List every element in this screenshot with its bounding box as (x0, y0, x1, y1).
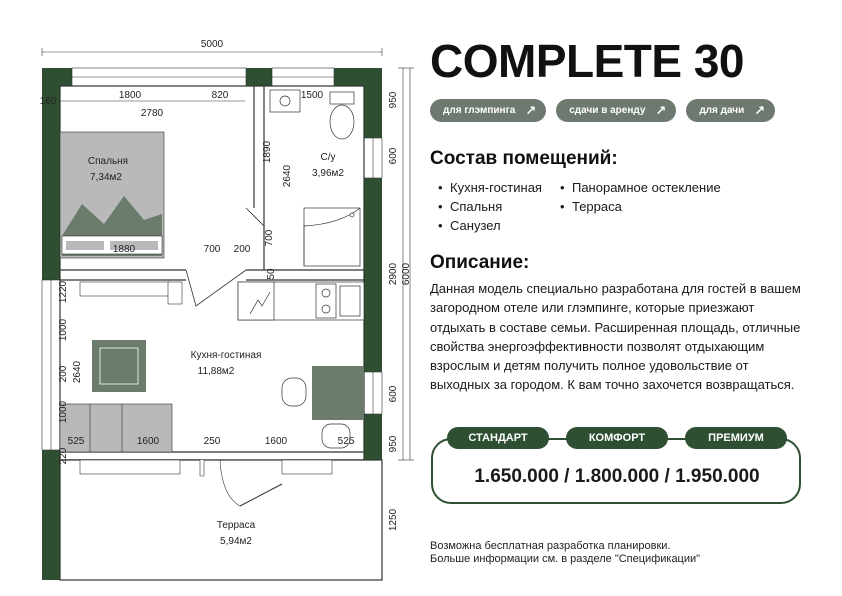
dim-bath-1500: 1500 (300, 90, 324, 101)
dim-door-700: 700 (203, 244, 221, 255)
footnote-line-2: Больше информации см. в разделе "Спецификации" (430, 553, 701, 565)
dim-k-220: 220 (58, 447, 69, 465)
list-item: • Панорамное остекление (560, 178, 721, 197)
tag-glamping-label: для глэмпинга (443, 105, 516, 116)
dim-bed-1800: 1800 (118, 90, 142, 101)
dim-k-2640: 2640 (72, 360, 83, 384)
usage-tags (430, 99, 775, 122)
kitchen-area: 11,88м2 (197, 366, 235, 377)
terrace-area-label: 5,94м2 (220, 536, 252, 547)
arrow-up-right-icon: ↗ (525, 103, 537, 118)
dim-bath-2640: 2640 (282, 164, 293, 188)
dim-bath-700: 700 (264, 229, 275, 247)
arrow-up-right-icon: ↗ (655, 103, 667, 118)
tag-glamping[interactable] (430, 99, 546, 122)
info-panel (430, 0, 830, 596)
dim-r-2900: 2900 (388, 262, 399, 286)
composition-col-2 (560, 178, 721, 235)
composition-heading: Состав помещений: (430, 148, 618, 169)
dim-r-6000: 6000 (401, 262, 412, 286)
dim-bot-525a: 525 (67, 436, 85, 447)
bedroom-name: Спальня (87, 156, 129, 167)
tier-premium[interactable]: ПРЕМИУМ (685, 427, 787, 449)
dim-r-600b: 600 (388, 385, 399, 403)
terrace-name: Терраса (216, 520, 256, 531)
bathroom-name: С/у (320, 152, 336, 163)
price-values: 1.650.000 / 1.800.000 / 1.950.000 (474, 466, 760, 487)
dim-r-600a: 600 (388, 147, 399, 165)
bed (60, 132, 164, 258)
kitchen-name: Кухня-гостиная (190, 350, 262, 361)
dim-bot-1600b: 1600 (264, 436, 288, 447)
dim-r-950b: 950 (388, 435, 399, 453)
dim-bed-1880: 1880 (112, 244, 136, 255)
bathroom-area: 3,96м2 (312, 168, 344, 179)
description-text: Данная модель специально разработана для гостей в вашем загородном отеле или глэмпинге, которые приезжают отдыхать в составе семьи. Расширенная площадь, отличные свойства энергоэффективности позволят отдыхающим взрослым и детям получить полное удовольствие от выходных за городом. К вам точно захочется возвращаться. (430, 281, 801, 393)
list-item: • Кухня-гостиная (438, 178, 542, 197)
dim-r-1250: 1250 (388, 508, 399, 532)
tier-comfort[interactable]: КОМФОРТ (566, 427, 668, 449)
dim-bot-525b: 525 (337, 436, 355, 447)
arrow-up-right-icon: ↗ (754, 103, 766, 118)
dim-bath-1890: 1890 (262, 140, 273, 164)
kitchen-fixtures (238, 282, 364, 320)
dim-k-1220: 1220 (58, 280, 69, 304)
tag-rental-label: сдачи в аренду (569, 105, 646, 116)
product-title: COMPLETE 30 (430, 35, 745, 87)
tag-rental[interactable] (556, 99, 676, 122)
bedroom-area: 7,34м2 (90, 172, 122, 183)
list-item: • Санузел (438, 216, 542, 235)
dim-left-160: 160 (39, 96, 57, 107)
dim-k-50: 50 (266, 268, 277, 280)
dim-total-width: 5000 (200, 39, 224, 50)
tier-standard[interactable]: СТАНДАРТ (447, 427, 549, 449)
list-item: • Терраса (560, 197, 721, 216)
list-item: • Спальня (438, 197, 542, 216)
floor-plan (0, 0, 420, 596)
composition-col-1 (438, 178, 542, 235)
description-heading: Описание: (430, 252, 530, 273)
composition-list (438, 178, 721, 235)
tier-pills (447, 427, 787, 449)
dim-k-200: 200 (58, 365, 69, 383)
footnote-line-1: Возможна бесплатная разработка планировки. (430, 540, 671, 552)
dim-bot-250: 250 (203, 436, 221, 447)
dim-bot-1600a: 1600 (136, 436, 160, 447)
dim-k-1000b: 1000 (58, 400, 69, 424)
footnote (430, 540, 700, 566)
dim-bed-width: 2780 (140, 108, 164, 119)
dim-r-950a: 950 (388, 91, 399, 109)
dim-door-200: 200 (233, 244, 251, 255)
tag-dacha-label: для дачи (699, 105, 745, 116)
tag-dacha[interactable] (686, 99, 775, 122)
dim-bed-820: 820 (211, 90, 229, 101)
dim-k-1000a: 1000 (58, 318, 69, 342)
